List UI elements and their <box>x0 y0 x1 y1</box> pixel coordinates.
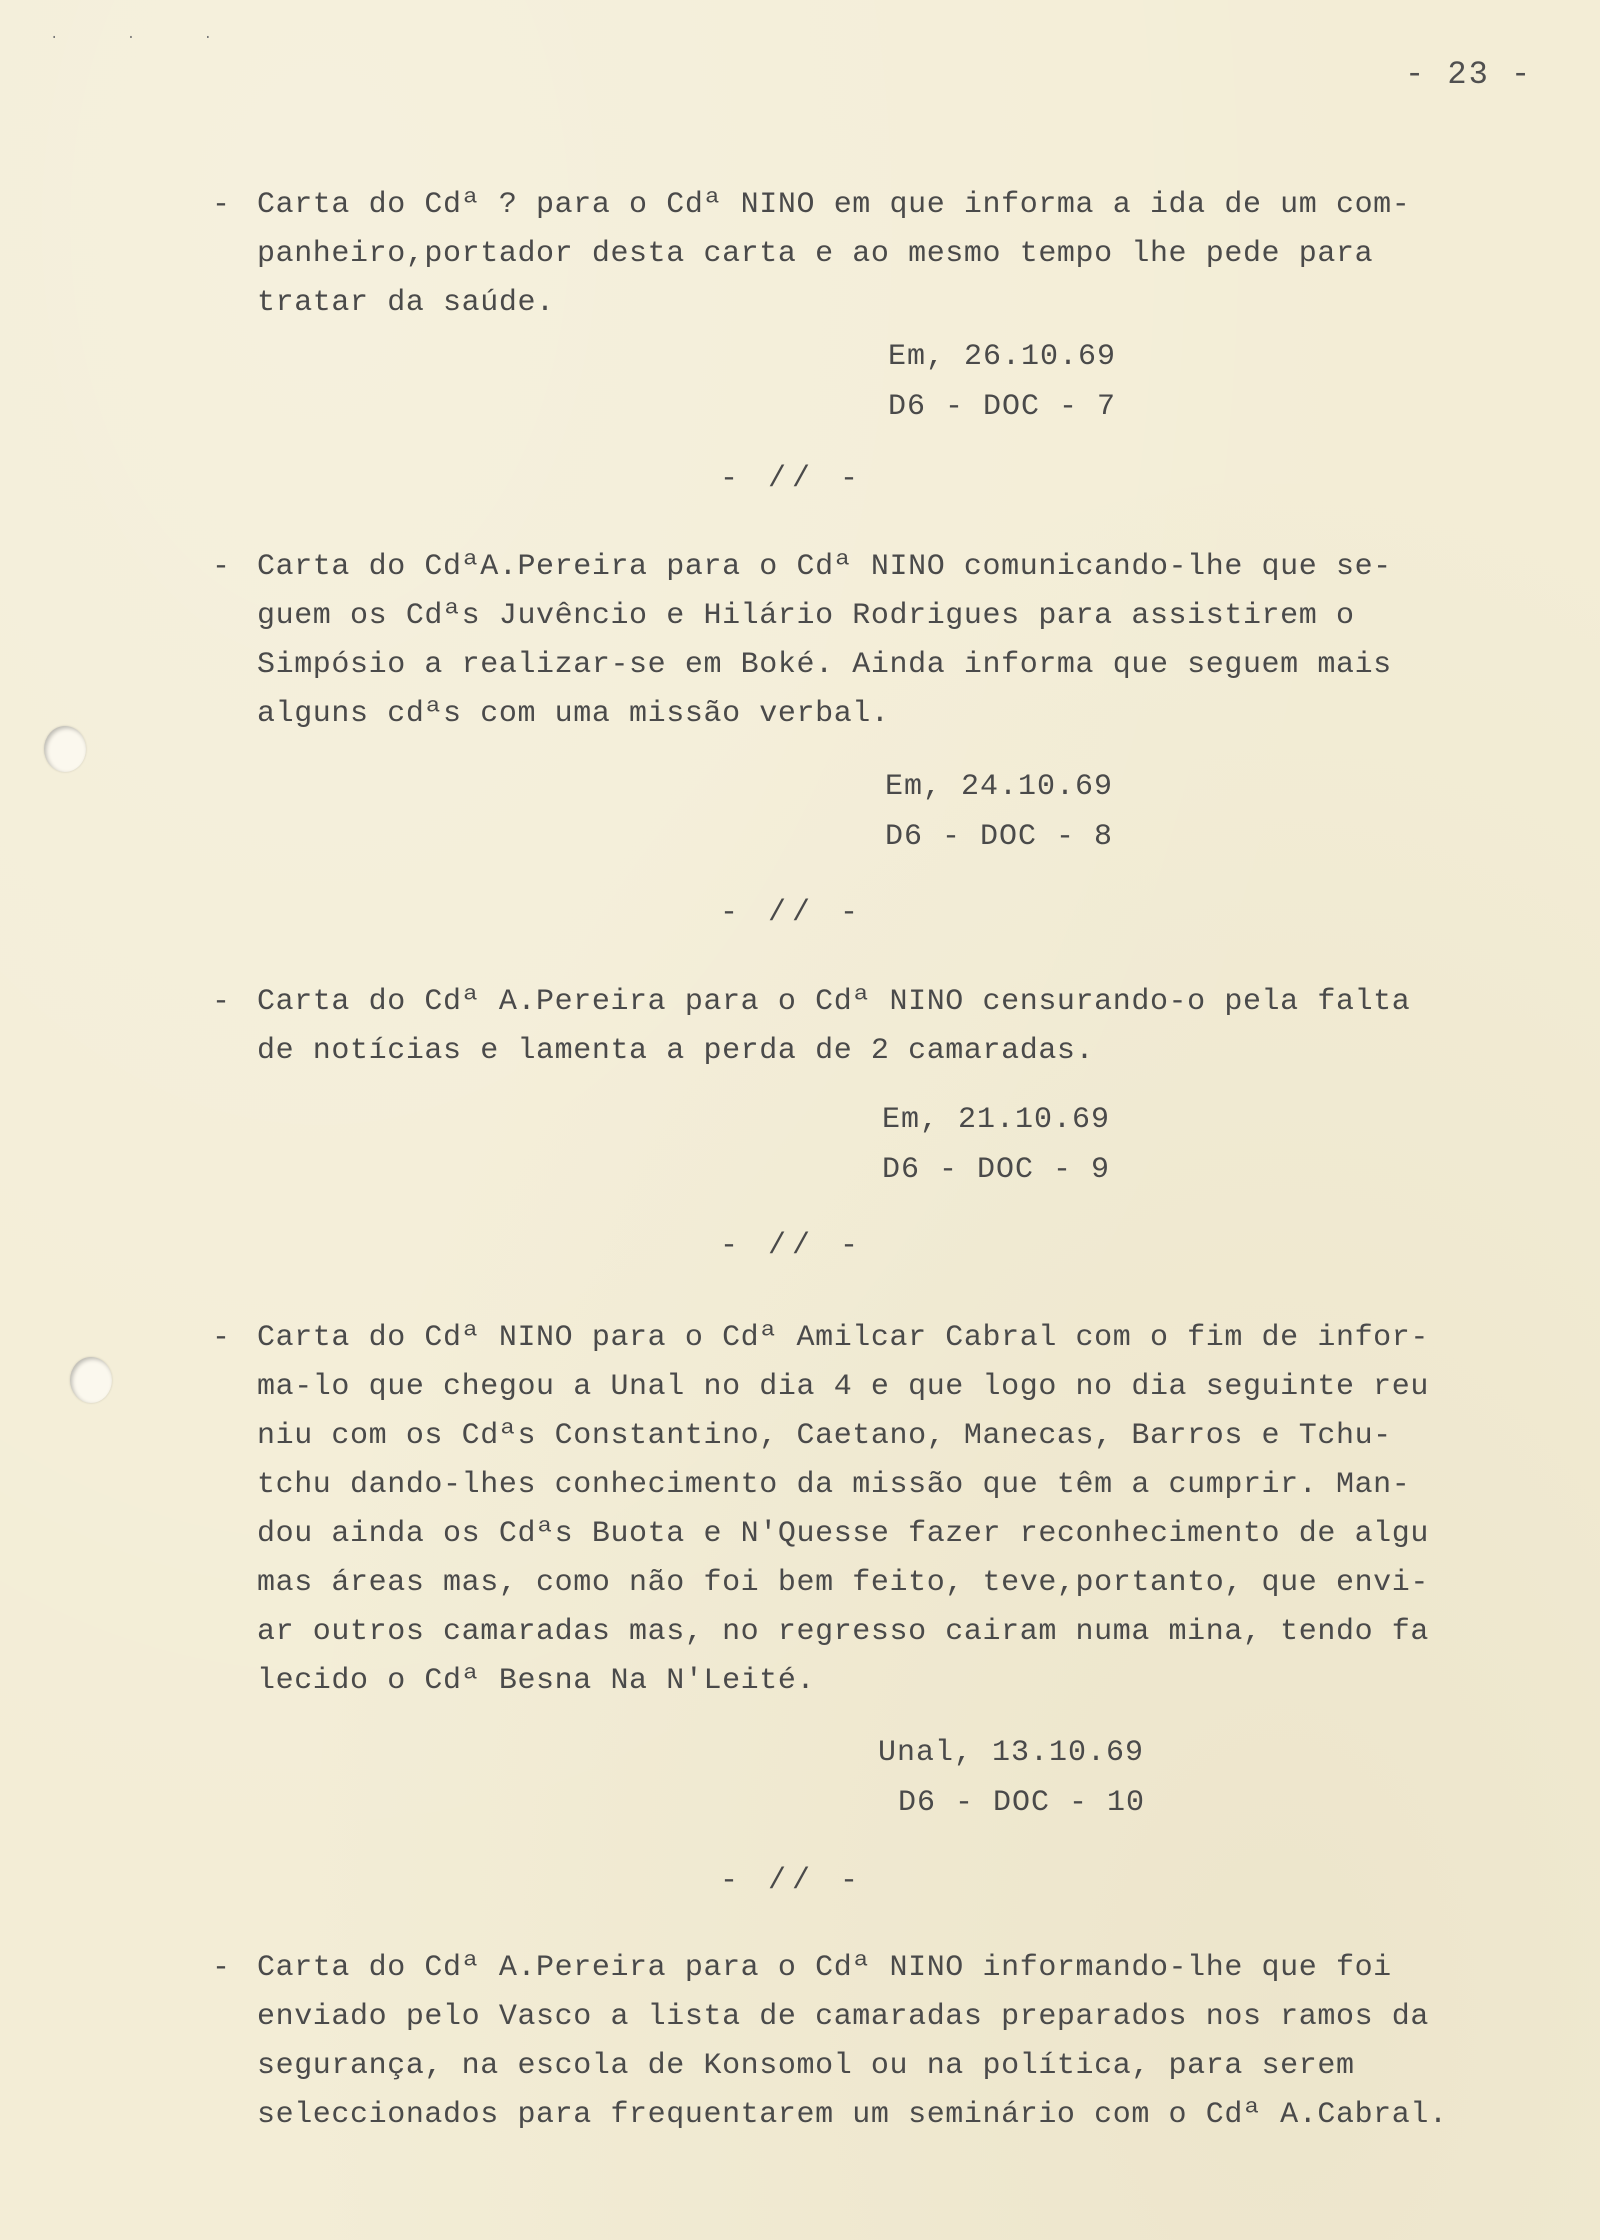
separator: - // - <box>720 1229 865 1263</box>
entry-doc-ref: D6 - DOC - 10 <box>898 1786 1146 1820</box>
paper-specks: · · · <box>50 30 243 46</box>
entry-doc-8 <box>212 543 1552 739</box>
entry-text: Carta do Cdª ? para o Cdª NINO em que informa a ida de um com- panheiro,portador desta carta e ao mesmo tempo lhe pede para tratar da saúde. <box>257 188 1411 320</box>
entry-text: Carta do Cdª A.Pereira para o Cdª NINO informando-lhe que foi enviado pelo Vasco a lista de camaradas preparados nos ramos da segurança, na escola de Konsomol ou na política, para serem seleccionados para frequentarem um seminário com o Cdª A.Cabral. <box>257 1951 1448 2132</box>
punch-hole-upper <box>44 726 86 772</box>
entry-doc-ref: D6 - DOC - 9 <box>882 1153 1111 1187</box>
entry-bullet: - <box>212 1951 231 1985</box>
entry-text: Carta do Cdª NINO para o Cdª Amilcar Cabral com o fim de infor- ma-lo que chegou a Unal no dia 4 e que logo no dia seguinte reu niu com os Cdªs Constantino, Caetano, Manecas, Barros e Tchu- tchu dando-lhes conhecimento da missão que têm a cumprir. Man- dou ainda os Cdªs Buota e N'Quesse fazer reconhecimento de algu mas áreas mas, como não foi bem feito, teve,portanto, que envi- ar outros camaradas mas, no regresso cairam numa mina, tendo fa lecido o Cdª Besna Na N'Leité. <box>257 1321 1429 1698</box>
entry-bullet: - <box>212 550 231 584</box>
entry-place-date: Unal, 13.10.69 <box>878 1736 1145 1770</box>
entry-doc-7 <box>212 181 1552 328</box>
entry-doc-11 <box>212 1944 1552 2140</box>
punch-hole-lower <box>70 1357 112 1403</box>
separator: - // - <box>720 1864 865 1898</box>
separator: - // - <box>720 896 865 930</box>
separator: - // - <box>720 462 865 496</box>
entry-place-date: Em, 24.10.69 <box>885 770 1114 804</box>
entry-doc-ref: D6 - DOC - 8 <box>885 820 1114 854</box>
entry-text: Carta do Cdª A.Pereira para o Cdª NINO censurando-o pela falta de notícias e lamenta a perda de 2 camaradas. <box>257 985 1411 1068</box>
page-number: - 23 - <box>1405 56 1533 93</box>
entry-bullet: - <box>212 188 231 222</box>
entry-text: Carta do CdªA.Pereira para o Cdª NINO comunicando-lhe que se- guem os Cdªs Juvêncio e Hilário Rodrigues para assistirem o Simpósio a realizar-se em Boké. Ainda informa que seguem mais alguns cdªs com uma missão verbal. <box>257 550 1392 731</box>
entry-doc-ref: D6 - DOC - 7 <box>888 390 1117 424</box>
entry-bullet: - <box>212 985 231 1019</box>
entry-place-date: Em, 21.10.69 <box>882 1103 1111 1137</box>
entry-doc-10 <box>212 1314 1552 1706</box>
entry-place-date: Em, 26.10.69 <box>888 340 1117 374</box>
entry-doc-9 <box>212 978 1552 1076</box>
entry-bullet: - <box>212 1321 231 1355</box>
